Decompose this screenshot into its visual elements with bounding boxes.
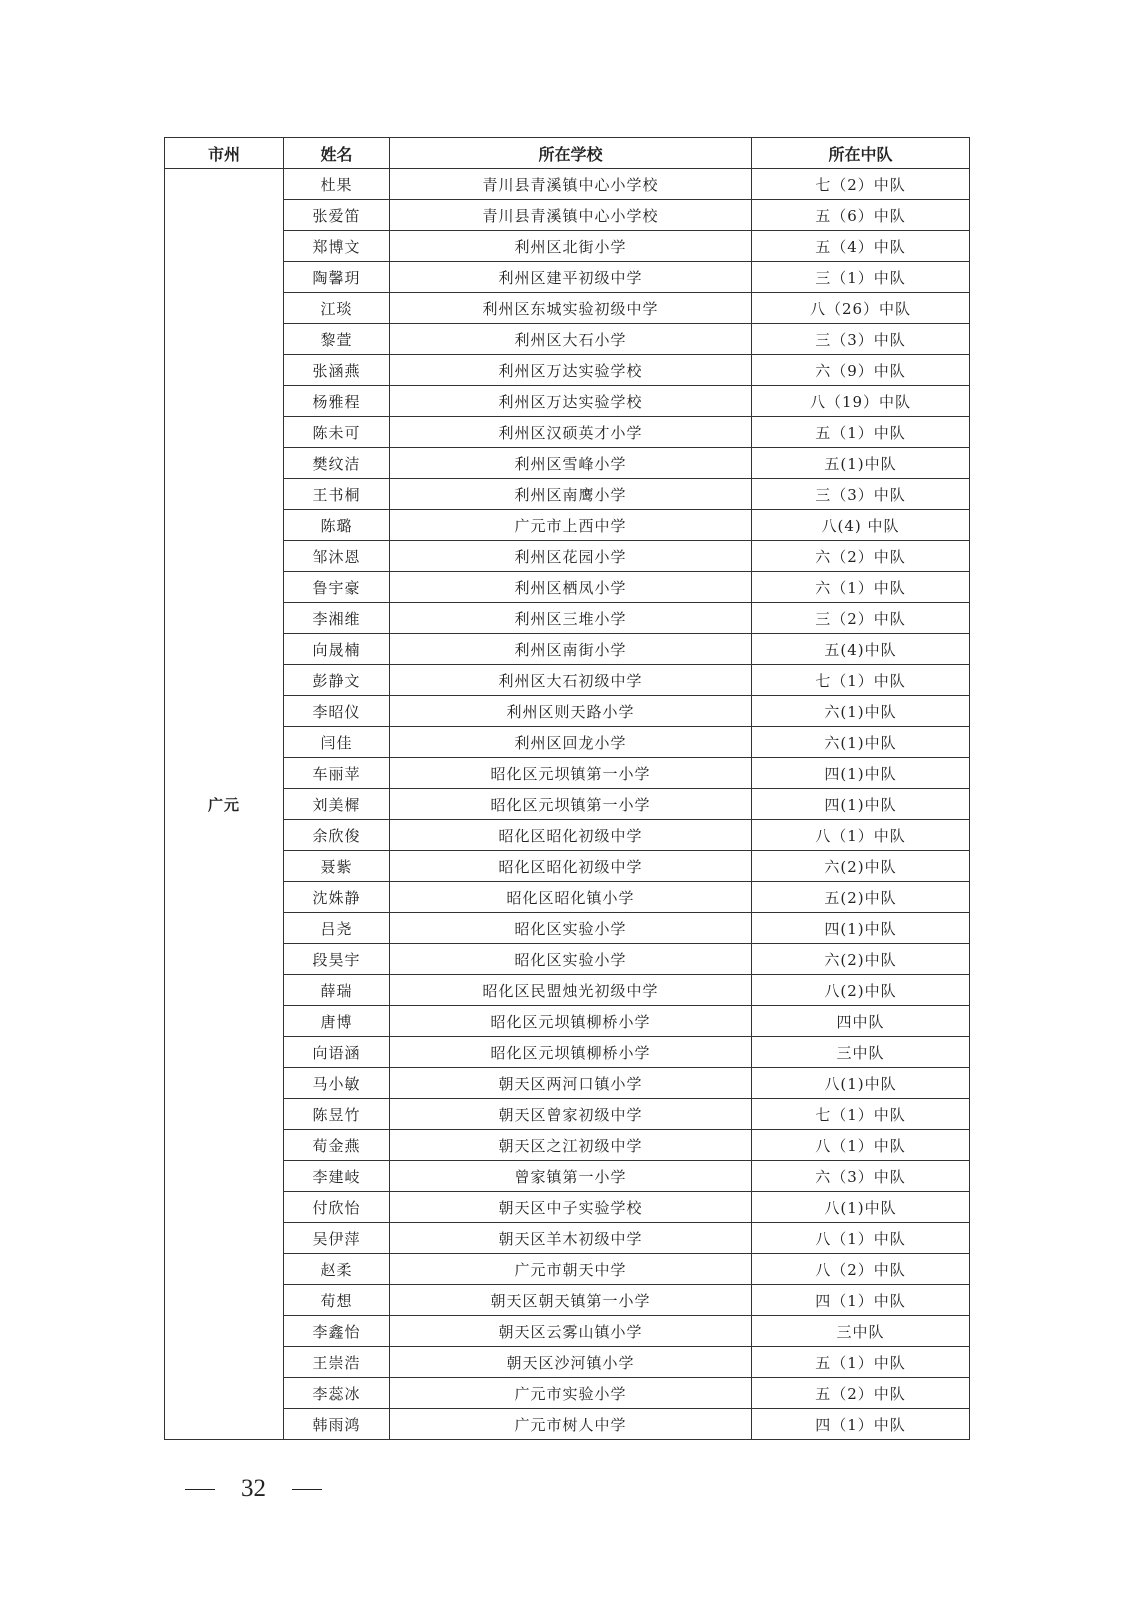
school-cell: 利州区回龙小学: [390, 727, 752, 758]
squad-cell: 四(1)中队: [752, 913, 970, 944]
school-cell: 昭化区昭化初级中学: [390, 820, 752, 851]
school-cell: 昭化区实验小学: [390, 913, 752, 944]
squad-cell: 八(1)中队: [752, 1192, 970, 1223]
table-row: [165, 262, 970, 293]
squad-cell: 六（3）中队: [752, 1161, 970, 1192]
school-cell: 朝天区之江初级中学: [390, 1130, 752, 1161]
school-cell: 广元市树人中学: [390, 1409, 752, 1440]
squad-cell: 三（2）中队: [752, 603, 970, 634]
name-cell: 江琰: [284, 293, 390, 324]
table-row: [165, 758, 970, 789]
table-header-row: [165, 138, 970, 169]
name-cell: 王崇浩: [284, 1347, 390, 1378]
name-cell: 刘美樨: [284, 789, 390, 820]
name-cell: 李昭仪: [284, 696, 390, 727]
name-cell: 邹沐恩: [284, 541, 390, 572]
school-cell: 昭化区元坝镇柳桥小学: [390, 1037, 752, 1068]
name-cell: 薛瑞: [284, 975, 390, 1006]
school-cell: 青川县青溪镇中心小学校: [390, 169, 752, 200]
table-row: [165, 634, 970, 665]
school-cell: 朝天区曾家初级中学: [390, 1099, 752, 1130]
table-row: [165, 541, 970, 572]
school-cell: 广元市朝天中学: [390, 1254, 752, 1285]
name-cell: 荀金燕: [284, 1130, 390, 1161]
table-row: [165, 1130, 970, 1161]
name-cell: 黎萱: [284, 324, 390, 355]
table-body: [165, 169, 970, 1440]
school-cell: 利州区建平初级中学: [390, 262, 752, 293]
name-cell: 荀想: [284, 1285, 390, 1316]
squad-cell: 五（2）中队: [752, 1378, 970, 1409]
table-row: [165, 913, 970, 944]
table-row: [165, 696, 970, 727]
footer-dash-right: [292, 1489, 322, 1490]
squad-cell: 三（3）中队: [752, 324, 970, 355]
squad-cell: 七（2）中队: [752, 169, 970, 200]
table-row: [165, 851, 970, 882]
school-cell: 广元市实验小学: [390, 1378, 752, 1409]
table-row: [165, 1347, 970, 1378]
table-row: [165, 1192, 970, 1223]
squad-cell: 六(2)中队: [752, 851, 970, 882]
name-cell: 杜果: [284, 169, 390, 200]
school-cell: 利州区大石初级中学: [390, 665, 752, 696]
squad-cell: 三中队: [752, 1316, 970, 1347]
table-row: [165, 293, 970, 324]
name-cell: 李鑫怡: [284, 1316, 390, 1347]
school-cell: 利州区东城实验初级中学: [390, 293, 752, 324]
name-cell: 向晟楠: [284, 634, 390, 665]
name-cell: 赵柔: [284, 1254, 390, 1285]
name-cell: 郑博文: [284, 231, 390, 262]
school-cell: 朝天区朝天镇第一小学: [390, 1285, 752, 1316]
squad-cell: 六(1)中队: [752, 696, 970, 727]
table-row: [165, 1161, 970, 1192]
name-cell: 陶馨玥: [284, 262, 390, 293]
name-cell: 唐博: [284, 1006, 390, 1037]
name-cell: 王书桐: [284, 479, 390, 510]
name-cell: 向语涵: [284, 1037, 390, 1068]
school-cell: 昭化区民盟烛光初级中学: [390, 975, 752, 1006]
table-row: [165, 417, 970, 448]
squad-cell: 五（1）中队: [752, 417, 970, 448]
name-cell: 陈未可: [284, 417, 390, 448]
name-cell: 陈璐: [284, 510, 390, 541]
table-row: [165, 1006, 970, 1037]
squad-cell: 八（1）中队: [752, 1223, 970, 1254]
table-row: [165, 231, 970, 262]
name-cell: 杨雅程: [284, 386, 390, 417]
city-cell: 广元: [165, 169, 284, 1440]
squad-cell: 六(1)中队: [752, 727, 970, 758]
table-row: [165, 1285, 970, 1316]
table-row: [165, 1068, 970, 1099]
school-cell: 昭化区实验小学: [390, 944, 752, 975]
header-squad: 所在中队: [752, 138, 970, 169]
table-row: [165, 1223, 970, 1254]
table-row: [165, 1316, 970, 1347]
table-row: [165, 200, 970, 231]
squad-cell: 五（4）中队: [752, 231, 970, 262]
squad-cell: 六（1）中队: [752, 572, 970, 603]
table-row: [165, 355, 970, 386]
squad-cell: 三（3）中队: [752, 479, 970, 510]
name-cell: 李湘维: [284, 603, 390, 634]
squad-cell: 八（19）中队: [752, 386, 970, 417]
name-cell: 段昊宇: [284, 944, 390, 975]
name-cell: 马小敏: [284, 1068, 390, 1099]
school-cell: 昭化区昭化初级中学: [390, 851, 752, 882]
header-name: 姓名: [284, 138, 390, 169]
table-row: [165, 1099, 970, 1130]
name-cell: 鲁宇豪: [284, 572, 390, 603]
squad-cell: 五(1)中队: [752, 448, 970, 479]
table-row: [165, 448, 970, 479]
school-cell: 朝天区云雾山镇小学: [390, 1316, 752, 1347]
table-row: [165, 975, 970, 1006]
squad-cell: 四（1）中队: [752, 1285, 970, 1316]
table-row: [165, 324, 970, 355]
squad-cell: 六（9）中队: [752, 355, 970, 386]
table-row: [165, 479, 970, 510]
squad-cell: 八（1）中队: [752, 1130, 970, 1161]
school-cell: 昭化区元坝镇第一小学: [390, 758, 752, 789]
squad-cell: 六(2)中队: [752, 944, 970, 975]
school-cell: 朝天区两河口镇小学: [390, 1068, 752, 1099]
table-row: [165, 1409, 970, 1440]
school-cell: 利州区雪峰小学: [390, 448, 752, 479]
table-row: [165, 882, 970, 913]
name-cell: 彭静文: [284, 665, 390, 696]
name-cell: 张爱笛: [284, 200, 390, 231]
table-row: [165, 603, 970, 634]
table-row: [165, 789, 970, 820]
table-row: [165, 665, 970, 696]
footer-dash-left: [185, 1489, 215, 1490]
school-cell: 朝天区中子实验学校: [390, 1192, 752, 1223]
school-cell: 利州区花园小学: [390, 541, 752, 572]
name-cell: 沈姝静: [284, 882, 390, 913]
squad-cell: 八(4) 中队: [752, 510, 970, 541]
name-cell: 付欣怡: [284, 1192, 390, 1223]
table-row: [165, 944, 970, 975]
school-cell: 利州区大石小学: [390, 324, 752, 355]
squad-cell: 四(1)中队: [752, 758, 970, 789]
name-cell: 张涵燕: [284, 355, 390, 386]
school-cell: 利州区栖凤小学: [390, 572, 752, 603]
table-row: [165, 510, 970, 541]
squad-cell: 七（1）中队: [752, 1099, 970, 1130]
school-cell: 青川县青溪镇中心小学校: [390, 200, 752, 231]
school-cell: 利州区北街小学: [390, 231, 752, 262]
table-row: [165, 1378, 970, 1409]
squad-cell: 四中队: [752, 1006, 970, 1037]
squad-cell: 三（1）中队: [752, 262, 970, 293]
header-city: 市州: [165, 138, 284, 169]
roster-table: [164, 137, 970, 1440]
squad-cell: 五(4)中队: [752, 634, 970, 665]
table-row: [165, 169, 970, 200]
school-cell: 利州区万达实验学校: [390, 386, 752, 417]
school-cell: 利州区南鹰小学: [390, 479, 752, 510]
school-cell: 朝天区沙河镇小学: [390, 1347, 752, 1378]
table-row: [165, 386, 970, 417]
name-cell: 吕尧: [284, 913, 390, 944]
school-cell: 昭化区元坝镇第一小学: [390, 789, 752, 820]
school-cell: 利州区汉硕英才小学: [390, 417, 752, 448]
table-row: [165, 1254, 970, 1285]
squad-cell: 八（1）中队: [752, 820, 970, 851]
squad-cell: 三中队: [752, 1037, 970, 1068]
name-cell: 聂紫: [284, 851, 390, 882]
squad-cell: 八（26）中队: [752, 293, 970, 324]
squad-cell: 五（1）中队: [752, 1347, 970, 1378]
name-cell: 韩雨鸿: [284, 1409, 390, 1440]
school-cell: 利州区则天路小学: [390, 696, 752, 727]
name-cell: 陈昱竹: [284, 1099, 390, 1130]
school-cell: 昭化区元坝镇柳桥小学: [390, 1006, 752, 1037]
page-footer: [185, 1475, 322, 1503]
school-cell: 昭化区昭化镇小学: [390, 882, 752, 913]
name-cell: 吴伊萍: [284, 1223, 390, 1254]
school-cell: 朝天区羊木初级中学: [390, 1223, 752, 1254]
page-number: 32: [241, 1475, 266, 1502]
squad-cell: 四(1)中队: [752, 789, 970, 820]
squad-cell: 七（1）中队: [752, 665, 970, 696]
squad-cell: 五(2)中队: [752, 882, 970, 913]
name-cell: 余欣俊: [284, 820, 390, 851]
school-cell: 利州区万达实验学校: [390, 355, 752, 386]
header-school: 所在学校: [390, 138, 752, 169]
squad-cell: 八(2)中队: [752, 975, 970, 1006]
table-row: [165, 727, 970, 758]
school-cell: 利州区南街小学: [390, 634, 752, 665]
squad-cell: 八(1)中队: [752, 1068, 970, 1099]
name-cell: 李建岐: [284, 1161, 390, 1192]
squad-cell: 六（2）中队: [752, 541, 970, 572]
squad-cell: 五（6）中队: [752, 200, 970, 231]
name-cell: 闫佳: [284, 727, 390, 758]
name-cell: 李蕊冰: [284, 1378, 390, 1409]
table-row: [165, 1037, 970, 1068]
table-row: [165, 820, 970, 851]
name-cell: 樊纹洁: [284, 448, 390, 479]
squad-cell: 四（1）中队: [752, 1409, 970, 1440]
table-row: [165, 572, 970, 603]
school-cell: 广元市上西中学: [390, 510, 752, 541]
school-cell: 利州区三堆小学: [390, 603, 752, 634]
school-cell: 曾家镇第一小学: [390, 1161, 752, 1192]
squad-cell: 八（2）中队: [752, 1254, 970, 1285]
name-cell: 车丽苹: [284, 758, 390, 789]
